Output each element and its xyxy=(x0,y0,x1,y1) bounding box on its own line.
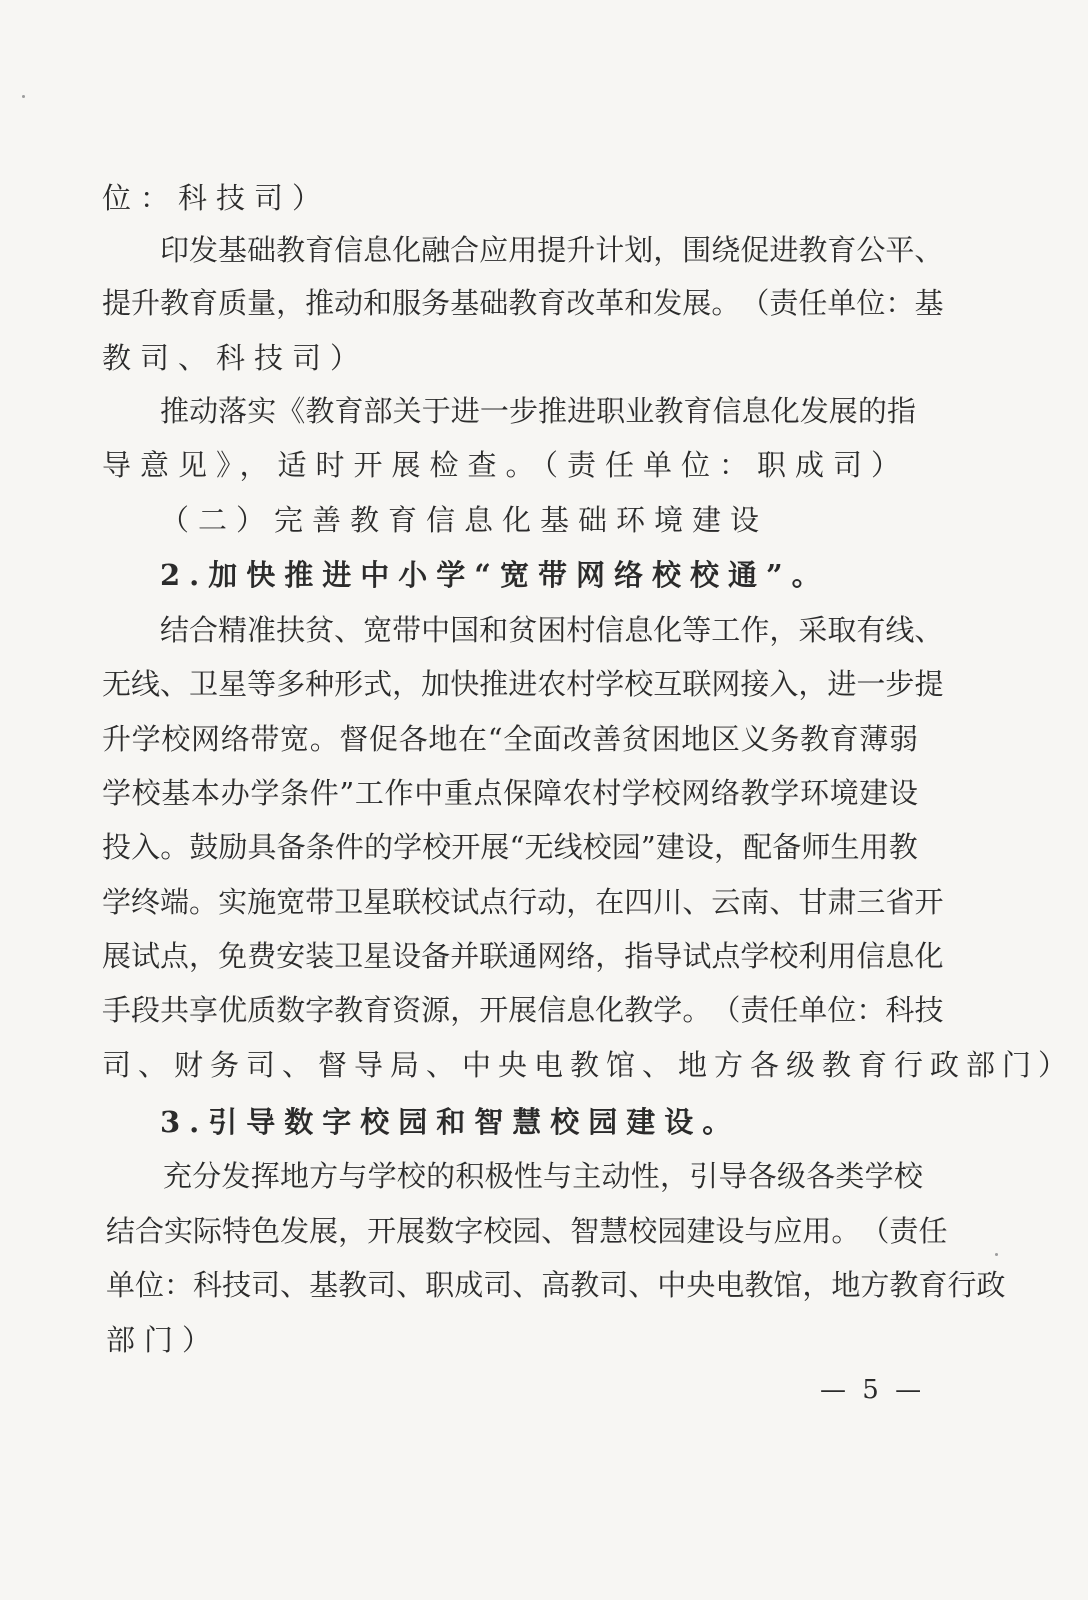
text-line: 结 合 精 准 扶 贫 、 宽 带 中 国 和 贫 困 村 信 息 化 等 工 作 ， 采 取 有 线 、 xyxy=(160,613,944,647)
text-line: 升 学 校 网 络 带 宽 。 督 促 各 地 在 “ 全 面 改 善 贫 困 地 区 义 务 教 育 薄 弱 xyxy=(102,722,918,756)
text-line: 学 终 端 。 实 施 宽 带 卫 星 联 校 试 点 行 动 ， 在 四 川 、 云 南 、 甘 肃 三 省 开 xyxy=(102,885,944,919)
section-heading: （二）完善教育信息化基础环境建设 xyxy=(160,503,769,537)
text-line: 学 校 基 本 办 学 条 件 ” 工 作 中 重 点 保 障 农 村 学 校 网 络 教 学 环 境 建 设 xyxy=(102,776,918,810)
text-line: 投 入 。 鼓 励 具 备 条 件 的 学 校 开 展 “ 无 线 校 园 ” 建 设 ， 配 备 师 生 用 教 xyxy=(102,830,918,864)
text-line: 印 发 基 础 教 育 信 息 化 融 合 应 用 提 升 计 划 ， 围 绕 促 进 教 育 公 平 、 xyxy=(160,233,944,267)
text-line: 推 动 落 实 《 教 育 部 关 于 进 一 步 推 进 职 业 教 育 信 息 化 发 展 的 指 xyxy=(160,394,916,428)
text-line: 教司、科技司） xyxy=(102,341,369,375)
text-line: 展 试 点 ， 免 费 安 装 卫 星 设 备 并 联 通 网 络 ， 指 导 试 点 学 校 利 用 信 息 化 xyxy=(102,939,944,973)
text-line: 导意见》，适时开展检查。（责任单位：职成司） xyxy=(102,448,910,482)
text-line: 提 升 教 育 质 量 ， 推 动 和 服 务 基 础 教 育 改 革 和 发 展 。 （ 责 任 单 位 ： 基 xyxy=(102,286,944,320)
scan-speck xyxy=(22,95,25,98)
text-line: 位：科技司） xyxy=(102,181,331,215)
text-line: 部门） xyxy=(106,1323,221,1357)
text-line: 司、财务司、督导局、中央电教馆、地方各级教育行政部门） xyxy=(102,1048,1075,1082)
page-number: — 5 — xyxy=(820,1375,926,1405)
item-heading: 2.加快推进中小学“宽带网络校校通”。 xyxy=(160,558,830,592)
text-line: 充 分 发 挥 地 方 与 学 校 的 积 极 性 与 主 动 性 ， 引 导 各 级 各 类 学 校 xyxy=(163,1159,923,1193)
text-line: 无 线 、 卫 星 等 多 种 形 式 ， 加 快 推 进 农 村 学 校 互 联 网 接 入 ， 进 一 步 提 xyxy=(102,667,944,701)
text-line: 结 合 实 际 特 色 发 展 ， 开 展 数 字 校 园 、 智 慧 校 园 建 设 与 应 用 。 （ 责 任 xyxy=(106,1214,948,1248)
item-heading: 3.引导数字校园和智慧校园建设。 xyxy=(160,1105,741,1139)
text-line: 手 段 共 享 优 质 数 字 教 育 资 源 ， 开 展 信 息 化 教 学 。 （ 责 任 单 位 ： 科 技 xyxy=(102,993,944,1027)
text-line: 单 位 ： 科 技 司 、 基 教 司 、 职 成 司 、 高 教 司 、 中 央 电 教 馆 ， 地 方 教 育 行 政 xyxy=(106,1268,1006,1302)
scan-speck xyxy=(995,1253,998,1256)
